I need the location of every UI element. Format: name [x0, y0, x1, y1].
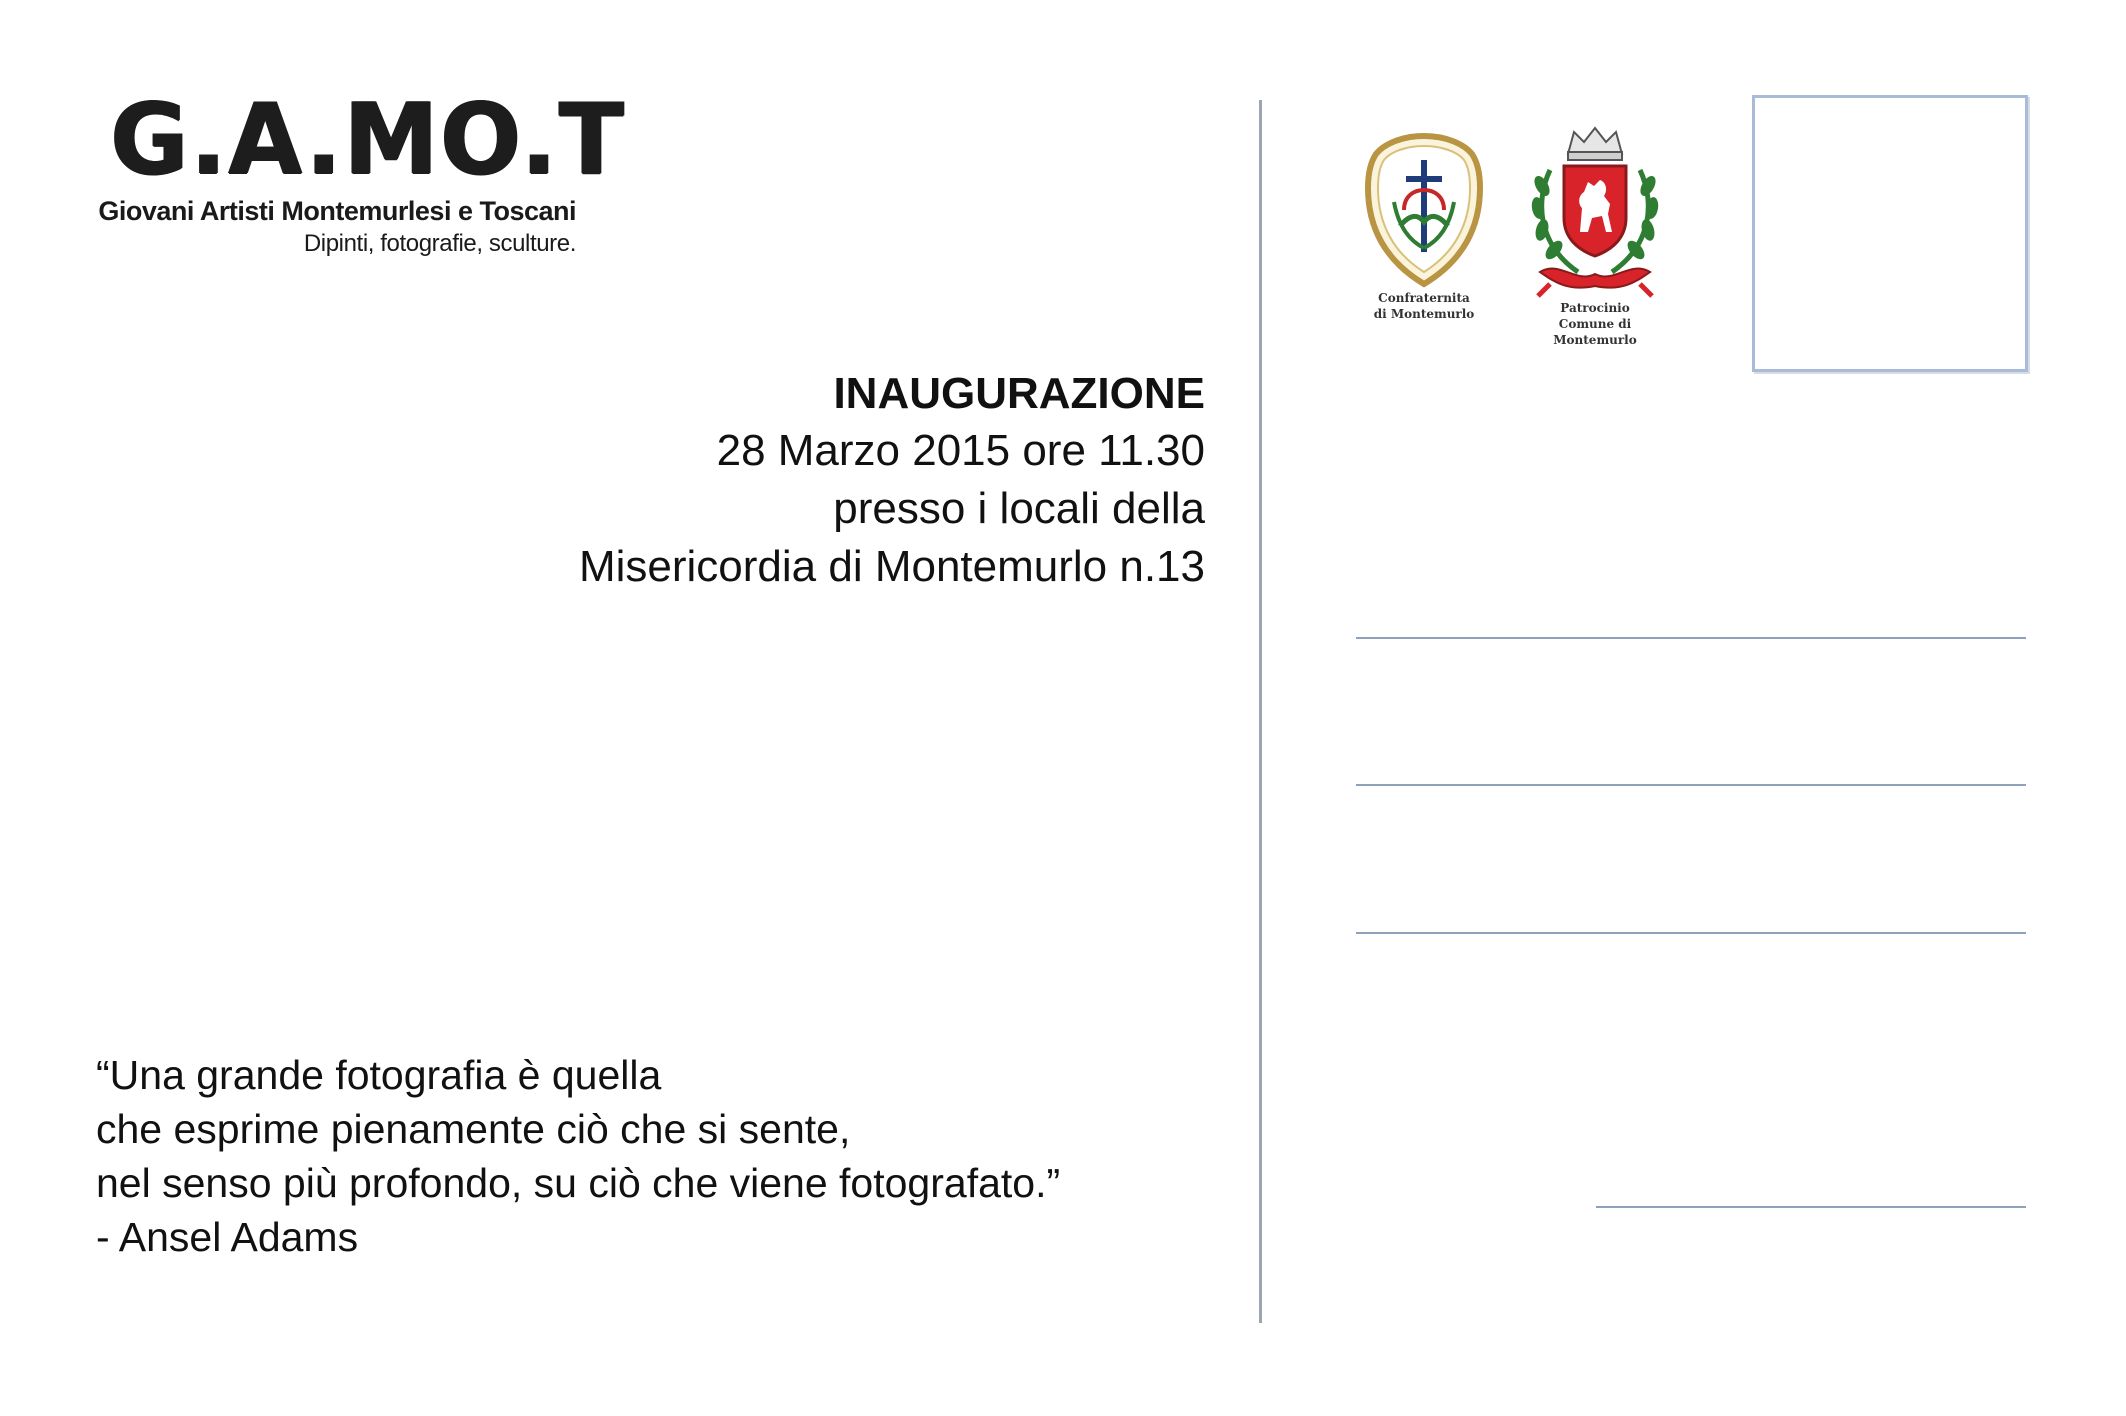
quote-line: “Una grande fotografia è quella	[96, 1052, 662, 1098]
address-line	[1356, 637, 2026, 639]
event-venue-line: presso i locali della	[833, 484, 1205, 533]
logo-subtitle: Giovani Artisti Montemurlesi e Toscani	[98, 196, 576, 226]
address-line	[1356, 784, 2026, 786]
comune-emblem	[1520, 124, 1670, 348]
logo-title: G.A.MO.T	[110, 83, 626, 197]
confraternita-crest-icon	[1354, 130, 1494, 290]
stamp-box	[1752, 95, 2028, 372]
confraternita-emblem	[1354, 130, 1494, 322]
quote-line: che esprime pienamente ciò che si sente,	[96, 1106, 851, 1152]
gamot-logo	[96, 83, 626, 260]
quote-block	[96, 1048, 1060, 1264]
event-date: 28 Marzo 2015 ore 11.30	[716, 426, 1205, 475]
comune-coat-of-arms-icon	[1520, 124, 1670, 300]
vertical-divider	[1259, 100, 1262, 1323]
confraternita-caption: Confraternita di Montemurlo	[1373, 291, 1475, 321]
event-address: Misericordia di Montemurlo n.13	[578, 542, 1205, 591]
address-line-short	[1596, 1206, 2026, 1208]
logo-tagline: Dipinti, fotografie, sculture.	[303, 230, 576, 257]
quote-line: nel senso più profondo, su ciò che viene fotografato.”	[96, 1160, 1061, 1206]
quote-author: - Ansel Adams	[96, 1214, 359, 1260]
address-line	[1356, 932, 2026, 934]
event-title: INAUGURAZIONE	[833, 369, 1205, 418]
event-info	[579, 366, 1205, 596]
comune-caption: Patrocinio Comune di Montemurlo	[1553, 301, 1637, 347]
